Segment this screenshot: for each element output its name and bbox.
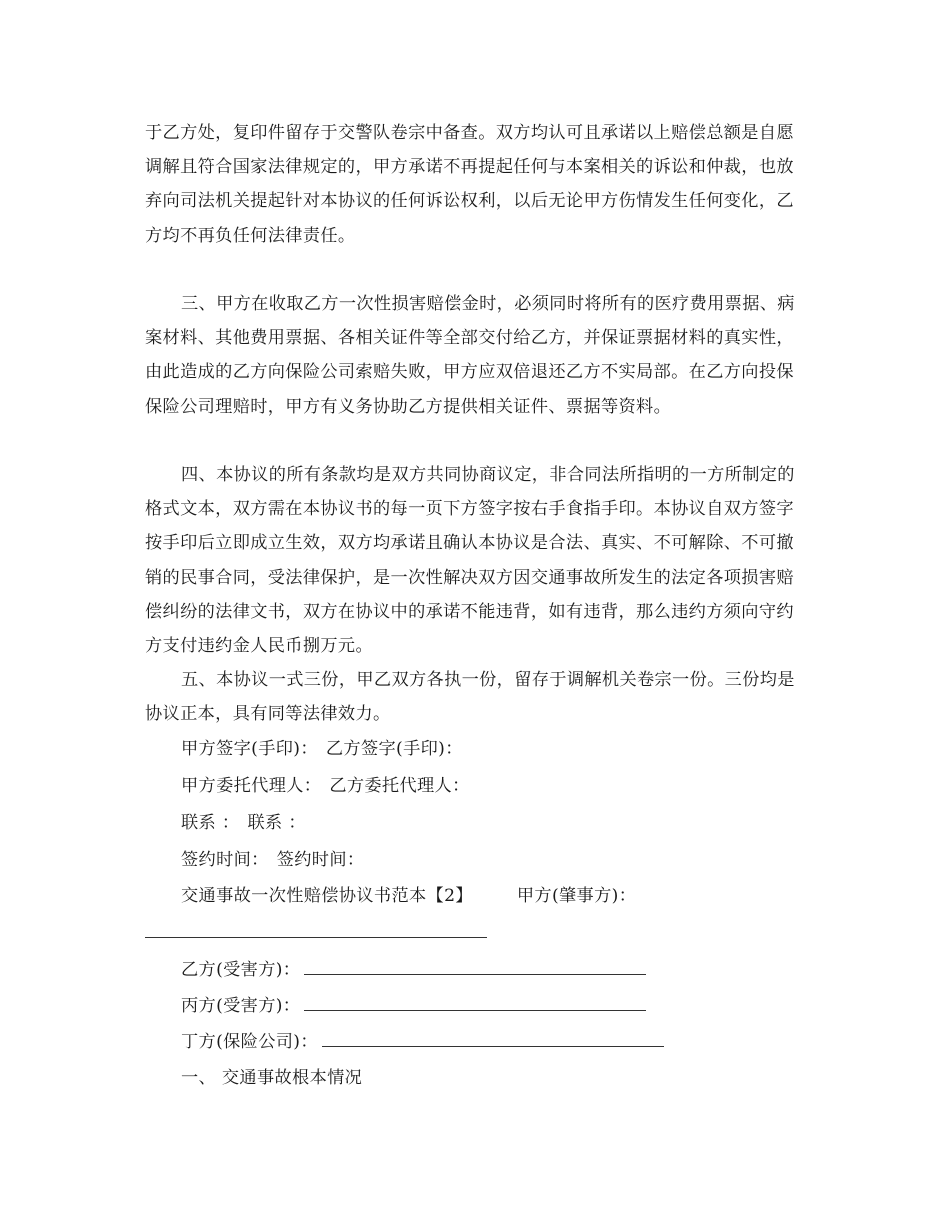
contact-b-label: 联系 ： bbox=[247, 813, 306, 833]
agent-line bbox=[181, 769, 470, 803]
party-d-label: 丁方(保险公司)： bbox=[181, 1032, 318, 1052]
contact-line bbox=[181, 806, 306, 840]
paragraph-continuation: 于乙方处，复印件留存于交警队卷宗中备查。双方均认可且承诺以上赔偿总额是自愿调解且符合国家法律规定的，甲方承诺不再提起任何与本案相关的诉讼和仲裁，也放弃向司法机关提起针对本协议的任何诉讼权利，以后无论甲方伤情发生任何变化，乙方均不再负任何法律责任。 bbox=[145, 123, 794, 246]
party-d-line bbox=[181, 1025, 664, 1059]
paragraph-clause-4: 四、本协议的所有条款均是双方共同协商议定，非合同法所指明的一方所制定的格式文本，双方需在本协议书的每一页下方签字按右手食指手印。本协议自双方签字按手印后立即成立生效，双方均承诺且确认本协议是合法、真实、不可解除、不可撤销的民事合同，受法律保护，是一次性解决双方因交通事故所发生的法定各项损害赔偿纠纷的法律文书，双方在协议中的承诺不能违背，如有违背，那么违约方须向守约方支付违约金人民币捌万元。 bbox=[145, 465, 795, 657]
paragraph-clause-3: 三、甲方在收取乙方一次性损害赔偿金时，必须同时将所有的医疗费用票据、病案材料、其他费用票据、各相关证件等全部交付给乙方，并保证票据材料的真实性，由此造成的乙方向保险公司索赔失败，甲方应双倍退还乙方不实局部。在乙方向投保保险公司理赔时，甲方有义务协助乙方提供相关证件、票据等资料。 bbox=[145, 294, 795, 417]
party-c-label: 丙方(受害方)： bbox=[181, 996, 301, 1016]
party-a-sign-label: 甲方签字(手印)： bbox=[181, 739, 318, 759]
section-1-heading: 一、 交通事故根本情况 bbox=[181, 1068, 363, 1088]
template-2-title: 交通事故一次性赔偿协议书范本【2】 bbox=[181, 886, 473, 906]
date-b-label: 签约时间： bbox=[276, 850, 365, 870]
contact-a-label: 联系 ： bbox=[181, 813, 240, 833]
party-a-fill-line bbox=[145, 937, 487, 938]
signature-line bbox=[181, 732, 463, 766]
party-b-line bbox=[181, 953, 646, 987]
party-b-label: 乙方(受害方)： bbox=[181, 960, 301, 980]
paragraph-clause-5: 五、本协议一式三份，甲乙双方各执一份，留存于调解机关卷宗一份。三份均是协议正本，具有同等法律效力。 bbox=[145, 670, 795, 725]
date-line bbox=[181, 843, 364, 877]
party-d-fill-line bbox=[322, 1045, 664, 1047]
party-c-fill-line bbox=[304, 1009, 646, 1011]
party-b-fill-line bbox=[304, 973, 646, 975]
party-c-line bbox=[181, 989, 646, 1023]
template-2-heading-line bbox=[181, 879, 636, 913]
party-a-agent-label: 甲方委托代理人： bbox=[181, 776, 322, 796]
party-a-label: 甲方(肇事方)： bbox=[516, 886, 637, 906]
date-a-label: 签约时间： bbox=[181, 850, 269, 870]
party-b-sign-label: 乙方签字(手印)： bbox=[325, 739, 463, 759]
party-b-agent-label: 乙方委托代理人： bbox=[329, 776, 470, 796]
